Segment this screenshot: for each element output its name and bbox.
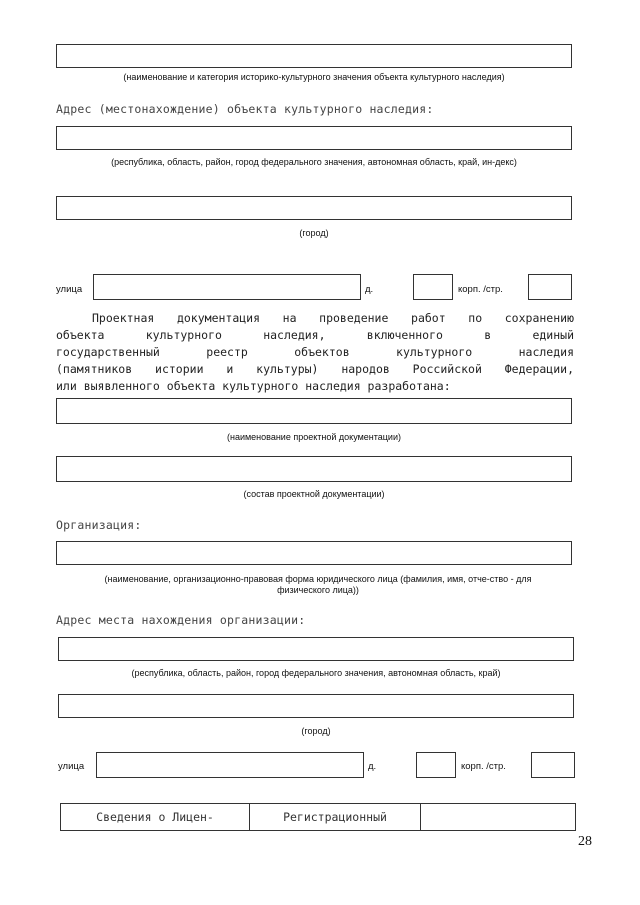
object-street-label: улица — [56, 284, 83, 295]
organization-city-field[interactable] — [58, 694, 574, 718]
object-address-heading: Адрес (местонахождение) объекта культурного наследия: — [56, 102, 434, 116]
organization-house-field[interactable] — [416, 752, 456, 778]
organization-building-label: корп. /стр. — [461, 761, 506, 772]
object-name-field[interactable] — [56, 44, 572, 68]
page-number: 28 — [578, 834, 592, 849]
paragraph-line-4: (памятников истории и культуры) народов Российской Федерации, — [56, 362, 574, 376]
object-region-field[interactable] — [56, 126, 572, 150]
object-street-field[interactable] — [93, 274, 361, 300]
object-house-field[interactable] — [413, 274, 453, 300]
object-house-label: д. — [365, 284, 374, 295]
documentation-name-field[interactable] — [56, 398, 572, 424]
documentation-name-caption: (наименование проектной документации) — [226, 432, 401, 442]
organization-street-label: улица — [58, 761, 85, 772]
organization-street-field[interactable] — [96, 752, 364, 778]
paragraph-line-1: Проектная документация на проведение работ по сохранению — [92, 311, 574, 325]
table-header-empty — [420, 803, 576, 831]
table-header-registration: Регистрационный — [249, 803, 421, 831]
object-city-caption: (город) — [299, 228, 329, 238]
organization-heading: Организация: — [56, 518, 142, 532]
documentation-composition-caption: (состав проектной документации) — [243, 489, 385, 499]
organization-name-caption: (наименование, организационно-правовая форма юридического лица (фамилия, имя, отче-ство - для физического лица)) — [104, 574, 532, 595]
object-name-caption: (наименование и категория историко-культурного значения объекта культурного наследия) — [123, 72, 505, 82]
paragraph-line-3: государственный реестр объектов культурного наследия — [56, 345, 574, 359]
organization-name-field[interactable] — [56, 541, 572, 565]
organization-building-field[interactable] — [531, 752, 575, 778]
object-building-label: корп. /стр. — [458, 284, 503, 295]
organization-region-field[interactable] — [58, 637, 574, 661]
paragraph-line-2: объекта культурного наследия, включенного в единый — [56, 328, 574, 342]
organization-house-label: д. — [368, 761, 377, 772]
paragraph-line-5: или выявленного объекта культурного наследия разработана: — [56, 379, 451, 393]
organization-city-caption: (город) — [301, 726, 331, 736]
object-region-caption: (республика, область, район, город федерального значения, автономная область, край, ин-декс) — [111, 157, 517, 167]
documentation-composition-field[interactable] — [56, 456, 572, 482]
object-city-field[interactable] — [56, 196, 572, 220]
organization-address-heading: Адрес места нахождения организации: — [56, 613, 306, 627]
organization-region-caption: (республика, область, район, город федерального значения, автономная область, край) — [131, 668, 501, 678]
table-header-license-info: Сведения о Лицен- — [60, 803, 250, 831]
documentation-paragraph — [56, 310, 574, 395]
object-building-field[interactable] — [528, 274, 572, 300]
